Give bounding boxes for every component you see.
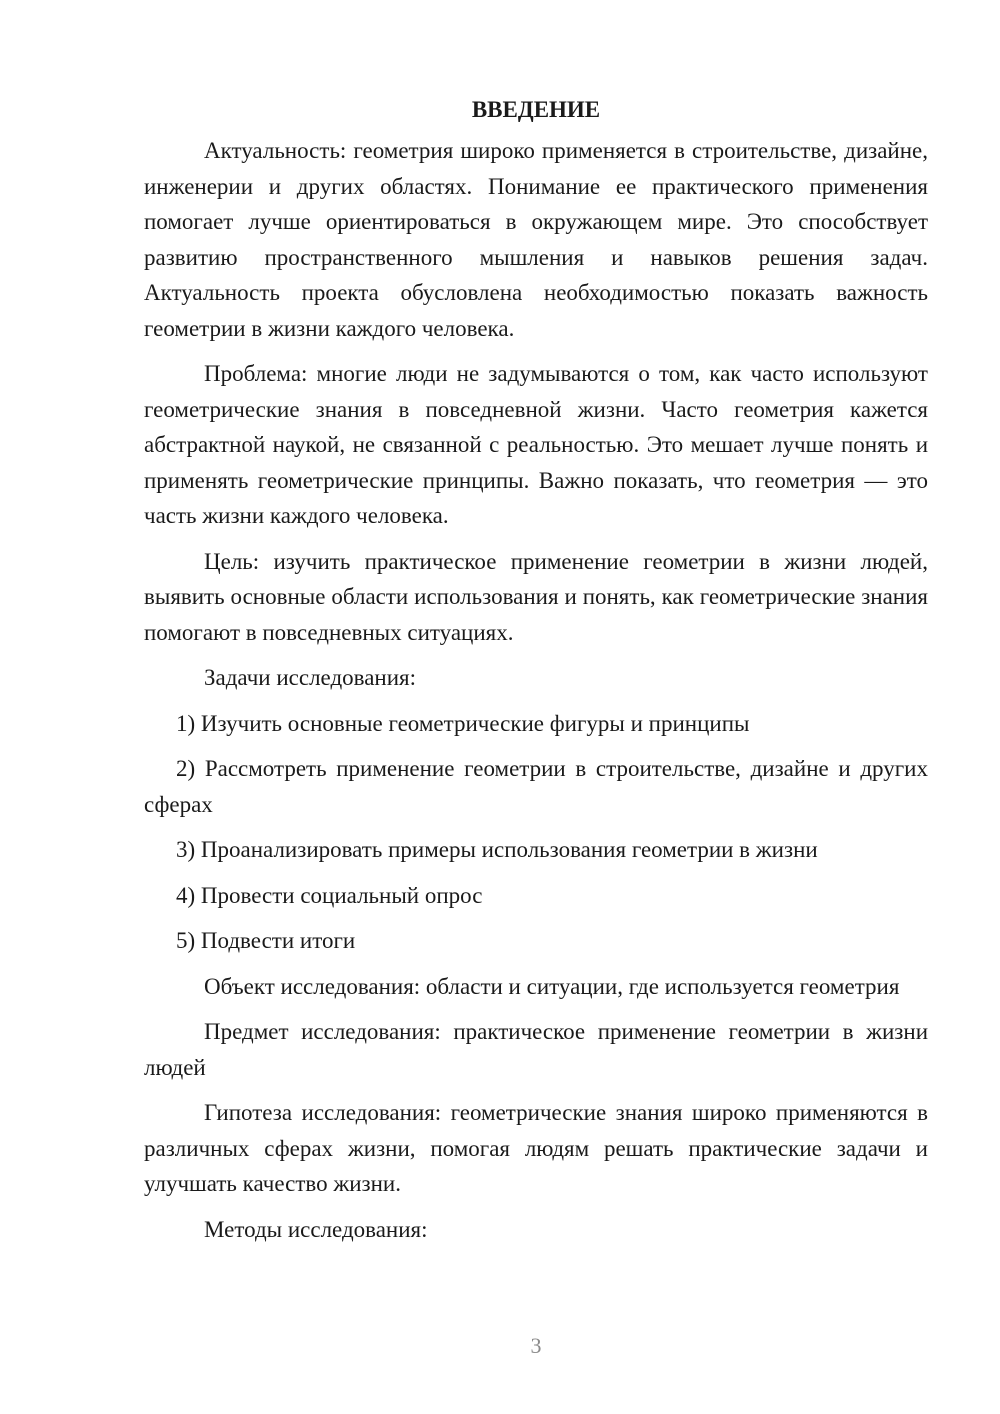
page-number: 3: [530, 1333, 542, 1358]
document-page: [144, 92, 928, 1257]
hypothesis-paragraph: Гипотеза исследования: геометрические знания широко применяются в различных сферах жизни, помогая людям решать практические задачи и улучшать качество жизни.: [144, 1100, 928, 1196]
tasks-heading: Задачи исследования:: [204, 665, 417, 690]
tasks-list: [144, 706, 928, 959]
problem-paragraph: Проблема: многие люди не задумываются о том, как часто используют геометрические знания в повседневной жизни. Часто геометрия кажется абстрактной наукой, не связанной с реальностью. Это мешает лучше понять и применять геометрические принципы. Важно показать, что геометрия — это часть жизни каждого человека.: [144, 361, 928, 528]
list-item: 2) Рассмотреть применение геометрии в строительстве, дизайне и других сферах: [144, 756, 928, 817]
subject-paragraph: Предмет исследования: практическое применение геометрии в жизни людей: [144, 1019, 928, 1080]
list-item: 1) Изучить основные геометрические фигуры и принципы: [176, 710, 750, 736]
list-item: 4) Провести социальный опрос: [176, 882, 483, 908]
list-item: 5) Подвести итоги: [176, 928, 356, 953]
list-item: 3) Проанализировать примеры использования геометрии в жизни: [176, 837, 818, 862]
methods-heading: Методы исследования:: [204, 1216, 428, 1242]
relevance-paragraph: Актуальность: геометрия широко применяется в строительстве, дизайне, инженерии и других областях. Понимание ее практического применения помогает лучше ориентироваться в окружающем мире. Это способствует развитию пространственного мышления и навыков решения задач. Актуальность проекта обусловлена необходимостью показать важность геометрии в жизни каждого человека.: [144, 138, 928, 341]
goal-paragraph: Цель: изучить практическое применение геометрии в жизни людей, выявить основные области использования и понять, как геометрические знания помогают в повседневных ситуациях.: [144, 548, 928, 645]
object-paragraph: Объект исследования: области и ситуации, где используется геометрия: [204, 973, 900, 999]
page-title: ВВЕДЕНИЕ: [471, 97, 601, 122]
